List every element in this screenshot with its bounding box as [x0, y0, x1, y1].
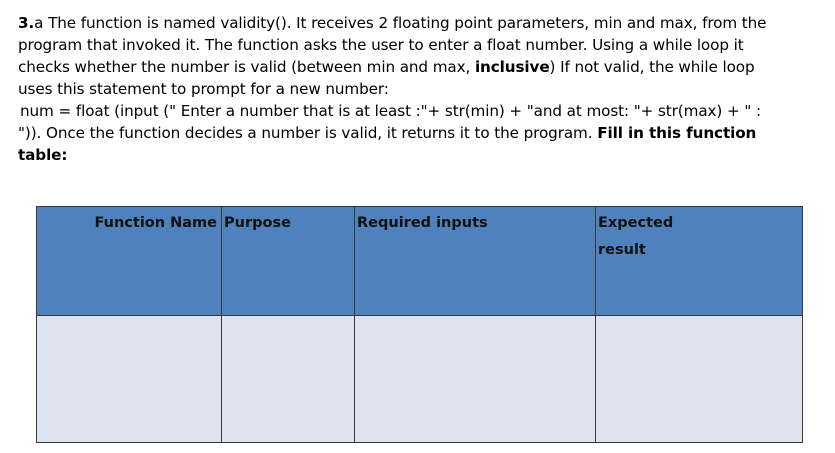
question-number: 3.: [18, 14, 35, 32]
question-line-4: uses this statement to prompt for a new number:: [18, 80, 389, 98]
function-table: [36, 206, 803, 443]
question-line-1: 3.a The function is named validity(). It receives 2 floating point parameters, min and max, from the: [18, 14, 767, 32]
question-line-3: checks whether the number is valid (between min and max, inclusive) If not valid, the while loop: [18, 58, 755, 76]
inclusive-emphasis: inclusive: [474, 58, 550, 76]
question-text: [18, 12, 823, 166]
question-line-6: ")). Once the function decides a number is valid, it returns it to the program. Fill in this function: [18, 124, 757, 142]
table-header-row: [37, 207, 803, 316]
cell-function-name[interactable]: [37, 316, 222, 443]
cell-expected-result[interactable]: [596, 316, 803, 443]
header-purpose: Purpose: [222, 207, 355, 316]
header-expected-result: Expected result: [596, 207, 803, 316]
code-statement: num = float (input (" Enter a number that is at least :"+ str(min) + "and at most: "+ str(max) + " :: [20, 102, 761, 120]
instruction-emphasis: Fill in this function: [597, 124, 757, 142]
question-line-2: program that invoked it. The function asks the user to enter a float number. Using a while loop it: [18, 36, 744, 54]
cell-purpose[interactable]: [222, 316, 355, 443]
header-required-inputs: Required inputs: [355, 207, 596, 316]
question-line-7: table:: [18, 146, 68, 164]
cell-required-inputs[interactable]: [355, 316, 596, 443]
header-function-name: Function Name: [37, 207, 222, 316]
table-row: [37, 316, 803, 443]
